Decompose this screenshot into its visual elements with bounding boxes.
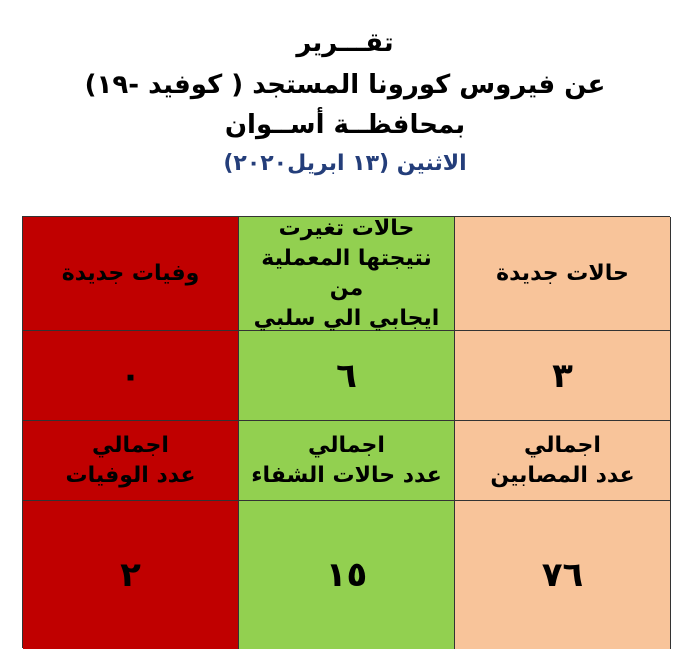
governorate-name: بمحافظــة أســوان: [224, 110, 466, 140]
new-deaths-label: وفيات جديدة: [61, 260, 200, 286]
report-date: الاثنين (١٣ ابريل٢٠٢٠): [223, 151, 467, 176]
total-recovered-label: اجمالي عدد حالات الشفاء: [251, 432, 442, 488]
new-cases-value: ٣: [552, 355, 573, 396]
converted-negative-value: ٦: [336, 355, 357, 396]
new-cases-label-cell: [455, 217, 671, 331]
new-cases-label: حالات جديدة: [496, 260, 629, 286]
total-deaths-label-cell: [23, 421, 239, 501]
total-deaths-label: اجمالي عدد الوفيات: [65, 432, 196, 488]
total-deaths-value: ٢: [120, 555, 141, 595]
report-subtitle: عن فيروس كورونا المستجد ( كوفيد -١٩): [84, 70, 606, 100]
total-deaths-value-cell: [23, 501, 239, 649]
report-title: تقـــرير: [296, 28, 394, 58]
total-recovered-value-cell: [239, 501, 455, 649]
converted-negative-label: حالات تغيرت نتيجتها المعملية من ايجابي الي سلبي: [253, 215, 440, 331]
statistics-table: [22, 216, 670, 648]
total-recovered-label-cell: [239, 421, 455, 501]
total-recovered-value: ١٥: [325, 555, 368, 595]
total-cases-label: اجمالي عدد المصابين: [490, 432, 635, 488]
converted-label-cell: [239, 217, 455, 331]
total-cases-value-cell: [455, 501, 671, 649]
new-deaths-value-cell: [23, 331, 239, 421]
new-cases-value-cell: [455, 331, 671, 421]
converted-value-cell: [239, 331, 455, 421]
new-deaths-label-cell: [23, 217, 239, 331]
new-deaths-value: ٠: [120, 355, 141, 396]
total-cases-value: ٧٦: [541, 555, 584, 595]
total-cases-label-cell: [455, 421, 671, 501]
